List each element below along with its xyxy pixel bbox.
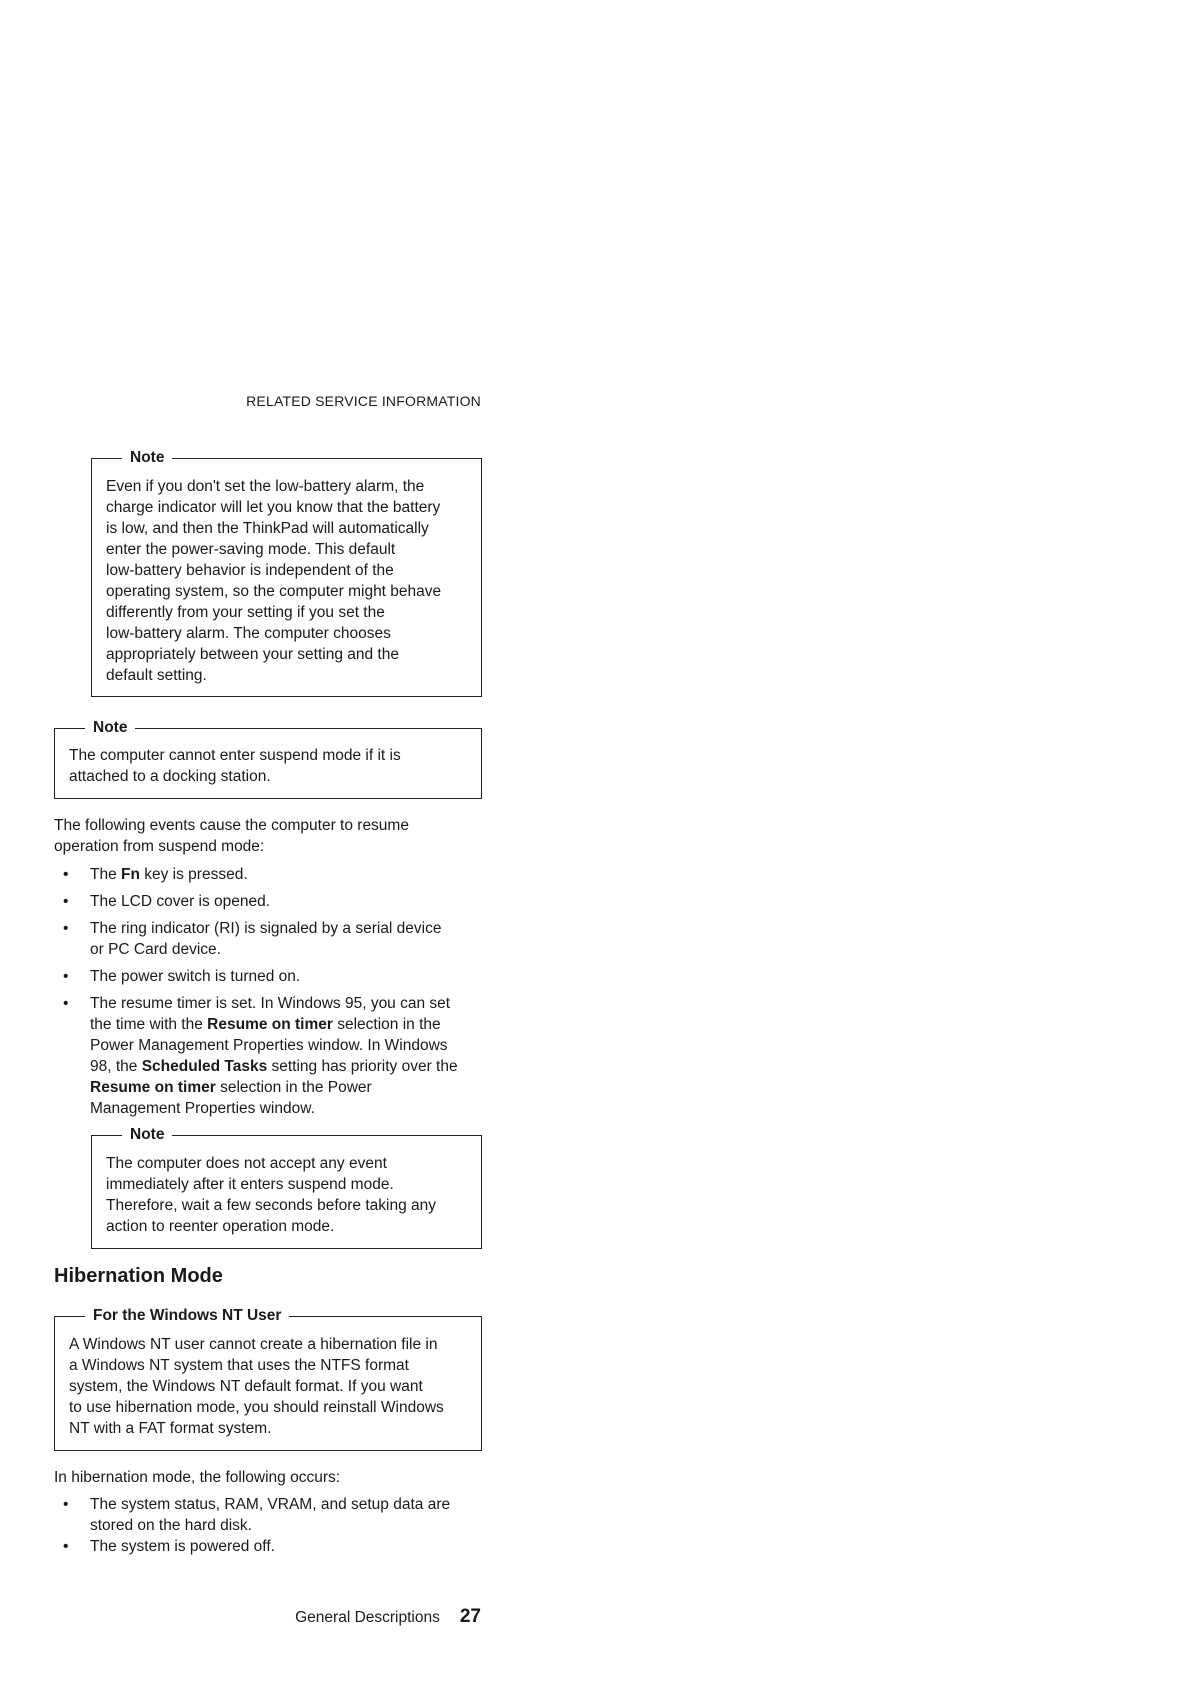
- bullet-icon: •: [63, 995, 69, 1012]
- resume-events-list: [54, 864, 484, 1119]
- bullet-icon: •: [63, 968, 69, 985]
- setting-name: Resume on timer: [207, 1016, 333, 1033]
- note-box-docking: [54, 719, 482, 799]
- list-item: [54, 891, 484, 912]
- note-box-event-wait: [91, 1126, 482, 1249]
- section-heading-hibernation: Hibernation Mode: [54, 1265, 223, 1287]
- note-title: For the Windows NT User: [85, 1306, 289, 1326]
- text-run: setting has priority over the: [267, 1058, 458, 1075]
- note-line: operating system, so the computer might behave: [106, 583, 442, 600]
- list-item-text: The LCD cover is opened.: [90, 893, 271, 910]
- text-run: key is pressed.: [139, 866, 248, 883]
- note-line: appropriately between your setting and the: [106, 646, 399, 663]
- note-title: Note: [85, 718, 135, 738]
- note-line: low-battery alarm. The computer chooses: [106, 625, 391, 642]
- list-item: [54, 966, 484, 987]
- resume-intro-paragraph: [54, 815, 481, 857]
- note-line: default setting.: [106, 667, 207, 684]
- text-line: [90, 1056, 484, 1077]
- note-line: The computer does not accept any event: [106, 1155, 387, 1172]
- text-line: The resume timer is set. In Windows 95, you can set: [90, 995, 451, 1012]
- text-run: the time with the: [90, 1016, 208, 1033]
- note-line: Therefore, wait a few seconds before taking any: [106, 1197, 436, 1214]
- page-number: 27: [459, 1606, 481, 1627]
- note-line: system, the Windows NT default format. If you want: [69, 1378, 423, 1395]
- text-run: selection in the Power: [215, 1079, 372, 1096]
- list-item: [54, 864, 484, 885]
- setting-name: Resume on timer: [90, 1079, 216, 1096]
- note-title: Note: [122, 448, 172, 468]
- bullet-icon: •: [63, 866, 69, 883]
- text-line: [90, 1014, 484, 1035]
- note-body: [106, 476, 467, 686]
- list-item: [54, 1536, 484, 1557]
- bullet-icon: •: [63, 1496, 69, 1513]
- note-line: low-battery behavior is independent of the: [106, 562, 394, 579]
- note-line: differently from your setting if you set the: [106, 604, 385, 621]
- note-line: a Windows NT system that uses the NTFS format: [69, 1357, 409, 1374]
- note-line: is low, and then the ThinkPad will automatically: [106, 520, 429, 537]
- hibernation-events-list: [54, 1494, 484, 1557]
- note-line: charge indicator will let you know that the battery: [106, 499, 441, 516]
- text-line: Power Management Properties window. In Windows: [90, 1037, 448, 1054]
- list-item: [54, 918, 484, 960]
- note-title: Note: [122, 1125, 172, 1145]
- note-line: enter the power-saving mode. This default: [106, 541, 396, 558]
- list-item-text: [90, 993, 484, 1119]
- note-body: [106, 1153, 467, 1237]
- paragraph-line: The following events cause the computer to resume: [54, 817, 409, 834]
- bullet-icon: •: [63, 920, 69, 937]
- note-line: The computer cannot enter suspend mode if it is: [69, 747, 401, 764]
- note-line: Even if you don't set the low-battery alarm, the: [106, 478, 425, 495]
- list-item-text: [90, 1494, 484, 1536]
- list-item: [54, 993, 484, 1119]
- text-run: selection in the: [332, 1016, 441, 1033]
- list-item-text: The power switch is turned on.: [90, 968, 301, 985]
- note-line: NT with a FAT format system.: [69, 1420, 272, 1437]
- text-line: Management Properties window.: [90, 1100, 315, 1117]
- bullet-icon: •: [63, 893, 69, 910]
- bullet-icon: •: [63, 1538, 69, 1555]
- text-line: The system status, RAM, VRAM, and setup data are: [90, 1496, 451, 1513]
- text-run: The: [90, 866, 122, 883]
- note-line: to use hibernation mode, you should reinstall Windows: [69, 1399, 444, 1416]
- paragraph-line: operation from suspend mode:: [54, 838, 265, 855]
- page-footer: [54, 1606, 481, 1628]
- key-name-fn: Fn: [121, 866, 140, 883]
- text-line: [90, 1077, 484, 1098]
- running-header: RELATED SERVICE INFORMATION: [246, 393, 481, 409]
- list-item-text: [90, 866, 248, 883]
- text-line: stored on the hard disk.: [90, 1517, 252, 1534]
- list-item-text: [90, 918, 484, 960]
- note-line: A Windows NT user cannot create a hibernation file in: [69, 1336, 438, 1353]
- text-line: The ring indicator (RI) is signaled by a serial device: [90, 920, 442, 937]
- note-box-windows-nt: [54, 1307, 482, 1451]
- setting-name: Scheduled Tasks: [141, 1058, 268, 1075]
- footer-section-title: General Descriptions: [295, 1609, 440, 1626]
- text-line: or PC Card device.: [90, 941, 221, 958]
- note-body: [69, 745, 467, 787]
- list-item-text: The system is powered off.: [90, 1538, 275, 1555]
- note-box-low-battery: [91, 449, 482, 697]
- note-line: attached to a docking station.: [69, 768, 271, 785]
- hibernation-intro-paragraph: In hibernation mode, the following occurs:: [54, 1469, 341, 1486]
- list-item: [54, 1494, 484, 1536]
- note-body: [69, 1334, 467, 1439]
- note-line: immediately after it enters suspend mode.: [106, 1176, 394, 1193]
- text-run: 98, the: [90, 1058, 142, 1075]
- note-line: action to reenter operation mode.: [106, 1218, 335, 1235]
